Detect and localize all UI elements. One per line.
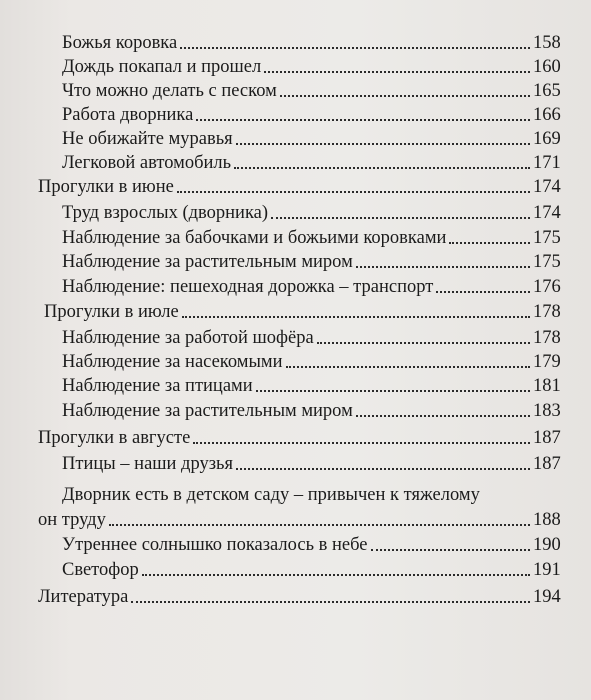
toc-entry-title: Наблюдение за работой шофёра: [62, 328, 314, 348]
toc-section[interactable]: [0, 295, 591, 323]
toc-entry-page: 174: [533, 177, 561, 197]
toc-entry-page: 175: [533, 228, 561, 248]
toc-entry[interactable]: [0, 196, 591, 224]
toc-section-title: Литература: [38, 587, 129, 607]
toc-entry-page: 188: [533, 510, 561, 530]
toc-section[interactable]: [0, 580, 591, 608]
toc-entry[interactable]: [0, 553, 591, 581]
toc-entry-title: Легковой автомобиль: [62, 153, 232, 173]
toc-section-title: Прогулки в августе: [38, 428, 191, 448]
leader-dots: [180, 47, 530, 49]
leader-dots: [142, 574, 530, 576]
toc-entry-page: 187: [533, 454, 561, 474]
leader-dots: [236, 143, 530, 145]
toc-entry-title: Божья коровка: [62, 33, 178, 53]
toc-entry-title: Дворник есть в детском саду – привычен к тяжелому: [62, 485, 480, 505]
toc-entry-title: Труд взрослых (дворника): [62, 203, 269, 223]
toc-section-title: Прогулки в июне: [38, 177, 174, 197]
toc-entry-title: Наблюдение за насекомыми: [62, 352, 283, 372]
toc-entry-title: Дождь покапал и прошел: [62, 57, 262, 77]
toc-entry-page: 176: [533, 277, 561, 297]
toc-entry-title: Работа дворника: [62, 105, 194, 125]
toc-entry-page: 175: [533, 252, 561, 272]
toc-entry-page: 166: [533, 105, 561, 125]
toc-entry-page: 160: [533, 57, 561, 77]
toc-entry-title: Наблюдение за растительным миром: [62, 252, 353, 272]
leader-dots: [109, 524, 530, 526]
toc-entry-page: 169: [533, 129, 561, 149]
toc-entry[interactable]: [0, 369, 591, 397]
toc-entry-title: Птицы – наши друзья: [62, 454, 233, 474]
toc-entry-page: 174: [533, 203, 561, 223]
toc-entry[interactable]: [0, 503, 591, 531]
toc-entry-page: 178: [533, 302, 561, 322]
leader-dots: [264, 71, 530, 73]
leader-dots: [286, 366, 531, 368]
toc-entry-title: Наблюдение за растительным миром: [62, 401, 353, 421]
leader-dots: [280, 95, 530, 97]
leader-dots: [271, 217, 530, 219]
toc-entry-title: Утреннее солнышко показалось в небе: [62, 535, 368, 555]
toc-entry-page: 194: [533, 587, 561, 607]
toc-entry-title: Наблюдение за бабочками и божьими коровками: [62, 228, 447, 248]
toc-section[interactable]: [0, 421, 591, 449]
toc-entry[interactable]: [0, 270, 591, 298]
toc-section[interactable]: [0, 170, 591, 198]
leader-dots: [236, 468, 530, 470]
toc-entry-title-continued: он труду: [38, 510, 106, 530]
toc-entry-title: Наблюдение: пешеходная дорожка – транспорт: [62, 277, 434, 297]
toc-entry[interactable]: [0, 447, 591, 475]
leader-dots: [256, 390, 530, 392]
toc-entry-page: 187: [533, 428, 561, 448]
toc-entry-title: Не обижайте муравья: [62, 129, 233, 149]
toc-entry-page: 181: [533, 376, 561, 396]
toc-entry-title: Светофор: [62, 560, 139, 580]
toc-entry-title: Что можно делать с песком: [62, 81, 277, 101]
toc-entry-page: 191: [533, 560, 561, 580]
toc-entry-page: 178: [533, 328, 561, 348]
toc-entry-page: 183: [533, 401, 561, 421]
leader-dots: [436, 291, 530, 293]
leader-dots: [177, 191, 530, 193]
leader-dots: [356, 415, 530, 417]
leader-dots: [182, 316, 530, 318]
leader-dots: [317, 342, 530, 344]
toc-entry-first-line[interactable]: [62, 478, 571, 506]
toc-entry-page: 158: [533, 33, 561, 53]
leader-dots: [371, 549, 531, 551]
toc-entry[interactable]: [0, 528, 591, 556]
leader-dots: [449, 242, 530, 244]
leader-dots: [196, 119, 530, 121]
leader-dots: [193, 442, 530, 444]
toc-section-title: Прогулки в июле: [44, 302, 179, 322]
leader-dots: [131, 601, 530, 603]
toc-entry[interactable]: [0, 245, 591, 273]
toc-entry-page: 171: [533, 153, 561, 173]
toc-entry[interactable]: [0, 394, 591, 422]
toc-entry-page: 165: [533, 81, 561, 101]
leader-dots: [234, 167, 530, 169]
toc-entry-title: Наблюдение за птицами: [62, 376, 253, 396]
toc-entry-page: 179: [533, 352, 561, 372]
toc-entry-page: 190: [533, 535, 561, 555]
leader-dots: [356, 266, 530, 268]
